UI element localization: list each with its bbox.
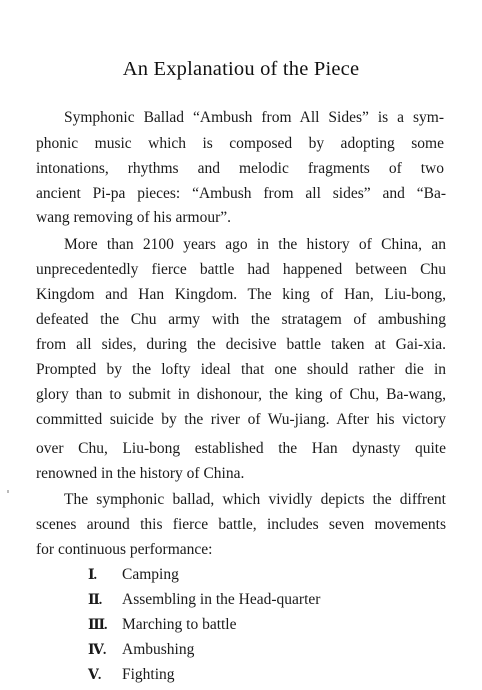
page-title: An Explanatiou of the Piece xyxy=(122,58,360,80)
paragraph-1-line-1: Symphonic Ballad “Ambush from All Sides” is a sym- xyxy=(64,109,444,126)
movement-numeral: Ⅰ. xyxy=(88,568,97,583)
paragraph-2-line-9: over Chu, Liu-bong established the Han dynasty quite xyxy=(36,440,446,457)
list-item xyxy=(88,566,179,585)
movement-label: Camping xyxy=(122,566,179,583)
paragraph-3-line-3: for continuous performance: xyxy=(36,541,213,558)
paragraph-2-line-4: defeated the Chu army with the stratagem of ambushing xyxy=(36,311,446,328)
movement-label: Assembling in the Head-quarter xyxy=(122,591,321,608)
paragraph-3-line-2: scenes around this fierce battle, includes seven movements xyxy=(36,516,446,533)
paragraph-2-line-6: Prompted by the lofty ideal that one should rather die in xyxy=(36,361,446,378)
movement-numeral: Ⅴ. xyxy=(88,668,101,683)
paragraph-2-line-1: More than 2100 years ago in the history of China, an xyxy=(64,236,446,253)
paragraph-1-line-4: ancient Pi-pa pieces: “Ambush from all sides” and “Ba- xyxy=(36,185,446,202)
movement-numeral: Ⅲ. xyxy=(88,618,107,633)
movement-label: Ambushing xyxy=(122,641,195,658)
paragraph-1-line-2: phonic music which is composed by adopting some xyxy=(36,135,444,152)
movement-numeral: Ⅳ. xyxy=(88,643,106,658)
movement-label: Marching to battle xyxy=(122,616,237,633)
movement-numeral: Ⅱ. xyxy=(88,593,102,608)
paragraph-2-line-5: from all sides, during the decisive battle taken at Gai-xia. xyxy=(36,336,446,353)
list-item xyxy=(88,666,175,685)
paragraph-1-line-3: intonations, rhythms and melodic fragments of two xyxy=(36,160,444,177)
paragraph-2-line-3: Kingdom and Han Kingdom. The king of Han, Liu-bong, xyxy=(36,286,446,303)
paragraph-1-line-5: wang removing of his armour”. xyxy=(36,209,231,226)
paragraph-2-line-7: glory than to submit in dishonour, the king of Chu, Ba-wang, xyxy=(36,386,446,403)
list-item xyxy=(88,591,320,610)
paragraph-2-line-2: unprecedentedly fierce battle had happened between Chu xyxy=(36,261,446,278)
list-item xyxy=(88,616,237,635)
movement-label: Fighting xyxy=(122,666,175,683)
paragraph-3-line-1: The symphonic ballad, which vividly depicts the diffrent xyxy=(64,491,446,508)
scan-speck xyxy=(7,490,9,493)
paragraph-2-line-8: committed suicide by the river of Wu-jiang. After his victory xyxy=(36,411,446,428)
list-item xyxy=(88,641,194,660)
paragraph-2-line-10: renowned in the history of China. xyxy=(36,465,245,482)
